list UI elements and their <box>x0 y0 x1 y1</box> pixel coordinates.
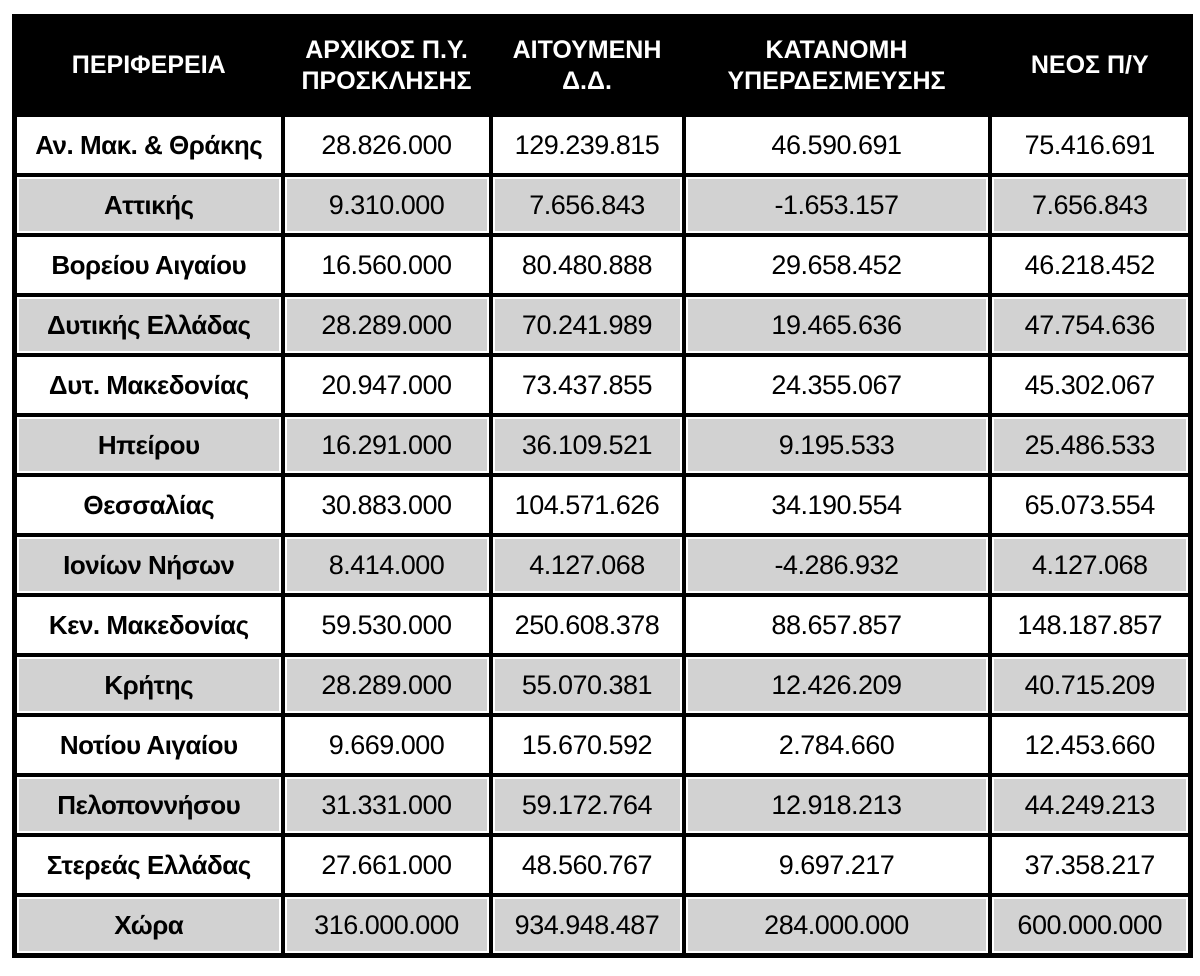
table-body <box>15 115 1191 956</box>
table-row <box>15 355 1191 415</box>
value-cell: 28.289.000 <box>283 655 491 715</box>
region-cell: Δυτ. Μακεδονίας <box>15 355 283 415</box>
column-header-new-budget: ΝΕΟΣ Π/Υ <box>990 17 1191 116</box>
region-cell: Στερεάς Ελλάδας <box>15 835 283 895</box>
table-row <box>15 415 1191 475</box>
value-cell: 9.669.000 <box>283 715 491 775</box>
column-header-region: ΠΕΡΙΦΕΡΕΙΑ <box>15 17 283 116</box>
region-cell: Αττικής <box>15 175 283 235</box>
value-cell: 7.656.843 <box>990 175 1191 235</box>
value-cell: 46.590.691 <box>684 115 990 175</box>
value-cell: 4.127.068 <box>990 535 1191 595</box>
value-cell: 600.000.000 <box>990 895 1191 956</box>
value-cell: 4.127.068 <box>491 535 684 595</box>
header-row <box>15 17 1191 116</box>
region-cell: Δυτικής Ελλάδας <box>15 295 283 355</box>
value-cell: 12.453.660 <box>990 715 1191 775</box>
value-cell: 73.437.855 <box>491 355 684 415</box>
value-cell: 9.195.533 <box>684 415 990 475</box>
value-cell: 8.414.000 <box>283 535 491 595</box>
table-row <box>15 175 1191 235</box>
value-cell: 36.109.521 <box>491 415 684 475</box>
region-cell: Πελοποννήσου <box>15 775 283 835</box>
region-cell: Χώρα <box>15 895 283 956</box>
value-cell: 27.661.000 <box>283 835 491 895</box>
value-cell: 28.826.000 <box>283 115 491 175</box>
region-cell: Ηπείρου <box>15 415 283 475</box>
value-cell: -4.286.932 <box>684 535 990 595</box>
table-row <box>15 475 1191 535</box>
value-cell: 88.657.857 <box>684 595 990 655</box>
value-cell: 12.426.209 <box>684 655 990 715</box>
value-cell: 934.948.487 <box>491 895 684 956</box>
column-header-overcommitment: ΚΑΤΑΝΟΜΗ ΥΠΕΡΔΕΣΜΕΥΣΗΣ <box>684 17 990 116</box>
value-cell: -1.653.157 <box>684 175 990 235</box>
table-row <box>15 715 1191 775</box>
region-cell: Κεν. Μακεδονίας <box>15 595 283 655</box>
table-row <box>15 595 1191 655</box>
value-cell: 24.355.067 <box>684 355 990 415</box>
value-cell: 7.656.843 <box>491 175 684 235</box>
value-cell: 30.883.000 <box>283 475 491 535</box>
value-cell: 46.218.452 <box>990 235 1191 295</box>
table-row <box>15 115 1191 175</box>
region-cell: Ιονίων Νήσων <box>15 535 283 595</box>
value-cell: 15.670.592 <box>491 715 684 775</box>
value-cell: 19.465.636 <box>684 295 990 355</box>
value-cell: 316.000.000 <box>283 895 491 956</box>
value-cell: 16.291.000 <box>283 415 491 475</box>
table-row <box>15 655 1191 715</box>
value-cell: 59.172.764 <box>491 775 684 835</box>
table-row <box>15 775 1191 835</box>
value-cell: 16.560.000 <box>283 235 491 295</box>
value-cell: 25.486.533 <box>990 415 1191 475</box>
value-cell: 40.715.209 <box>990 655 1191 715</box>
value-cell: 47.754.636 <box>990 295 1191 355</box>
table-row <box>15 295 1191 355</box>
value-cell: 45.302.067 <box>990 355 1191 415</box>
value-cell: 37.358.217 <box>990 835 1191 895</box>
value-cell: 12.918.213 <box>684 775 990 835</box>
table-row <box>15 535 1191 595</box>
table-row <box>15 895 1191 956</box>
value-cell: 70.241.989 <box>491 295 684 355</box>
value-cell: 75.416.691 <box>990 115 1191 175</box>
region-cell: Βορείου Αιγαίου <box>15 235 283 295</box>
column-header-initial-budget: ΑΡΧΙΚΟΣ Π.Υ. ΠΡΟΣΚΛΗΣΗΣ <box>283 17 491 116</box>
value-cell: 104.571.626 <box>491 475 684 535</box>
value-cell: 148.187.857 <box>990 595 1191 655</box>
value-cell: 34.190.554 <box>684 475 990 535</box>
value-cell: 9.310.000 <box>283 175 491 235</box>
value-cell: 48.560.767 <box>491 835 684 895</box>
budget-table <box>12 14 1193 958</box>
region-cell: Κρήτης <box>15 655 283 715</box>
region-cell: Αν. Μακ. & Θράκης <box>15 115 283 175</box>
value-cell: 80.480.888 <box>491 235 684 295</box>
value-cell: 44.249.213 <box>990 775 1191 835</box>
value-cell: 284.000.000 <box>684 895 990 956</box>
value-cell: 129.239.815 <box>491 115 684 175</box>
value-cell: 2.784.660 <box>684 715 990 775</box>
table-row <box>15 835 1191 895</box>
value-cell: 55.070.381 <box>491 655 684 715</box>
value-cell: 31.331.000 <box>283 775 491 835</box>
value-cell: 29.658.452 <box>684 235 990 295</box>
table-row <box>15 235 1191 295</box>
value-cell: 9.697.217 <box>684 835 990 895</box>
value-cell: 250.608.378 <box>491 595 684 655</box>
column-header-requested-dd: ΑΙΤΟΥΜΕΝΗ Δ.Δ. <box>491 17 684 116</box>
region-cell: Θεσσαλίας <box>15 475 283 535</box>
value-cell: 65.073.554 <box>990 475 1191 535</box>
value-cell: 28.289.000 <box>283 295 491 355</box>
region-cell: Νοτίου Αιγαίου <box>15 715 283 775</box>
table-header <box>15 17 1191 116</box>
value-cell: 20.947.000 <box>283 355 491 415</box>
value-cell: 59.530.000 <box>283 595 491 655</box>
